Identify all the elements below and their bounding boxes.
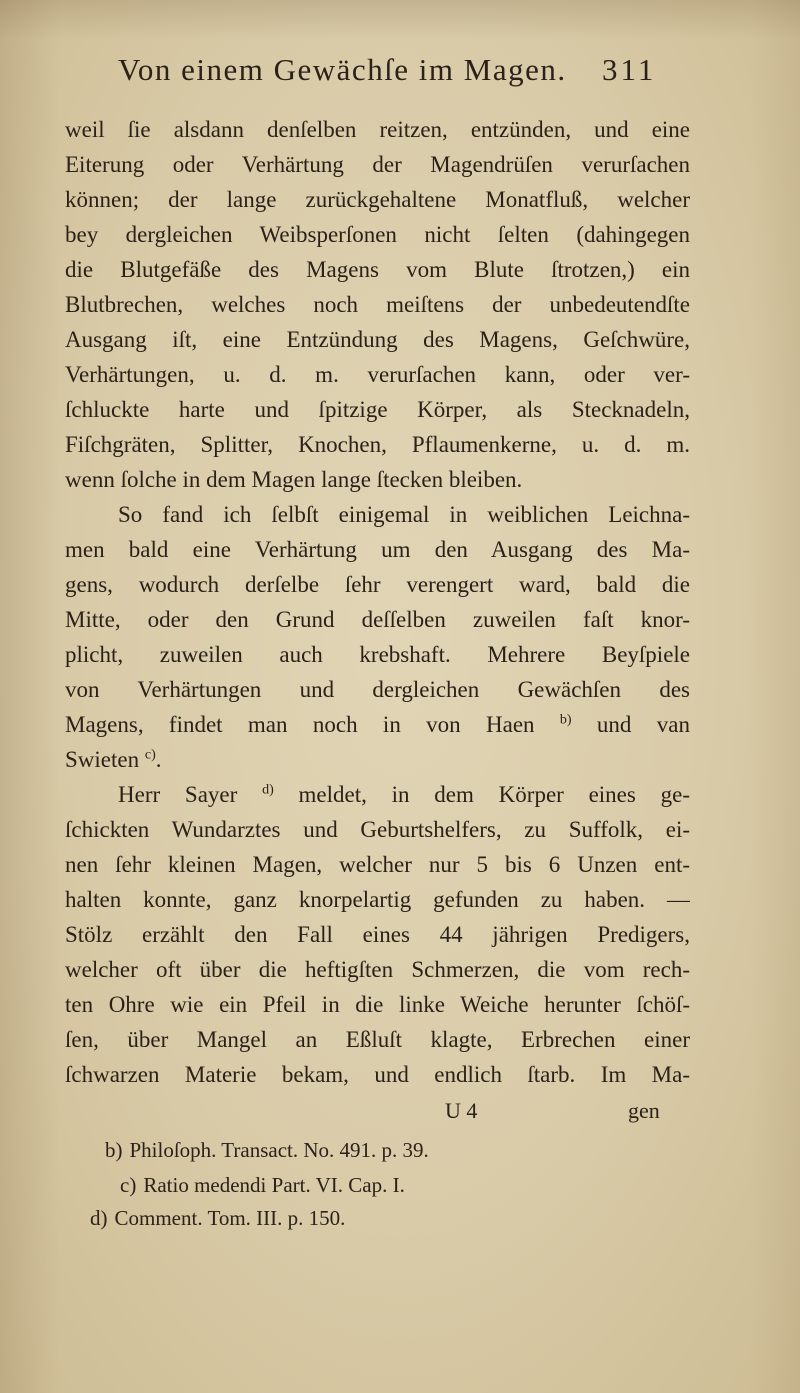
- text-line: Eiterung oder Verhärtung der Magendrüſen verurſachen: [65, 152, 690, 177]
- text-line: Verhärtungen, u. d. m. verurſachen kann, oder ver-: [65, 362, 690, 387]
- line-text: meldet, in dem Körper eines ge-: [273, 782, 690, 807]
- line-text: Magens, findet man noch in von Haen: [65, 712, 560, 737]
- text-line: [65, 707, 690, 742]
- line-text: .: [155, 747, 162, 772]
- body-text: [65, 112, 690, 1092]
- text-line: von Verhärtungen und dergleichen Gewächſen des: [65, 677, 690, 702]
- footnote-marker: c): [120, 1173, 137, 1197]
- text-line: men bald eine Verhärtung um den Ausgang des Ma-: [65, 537, 690, 562]
- text-line: ſchickten Wundarztes und Geburtshelfers, zu Suffolk, ei-: [65, 817, 690, 842]
- text-line: So fand ich ſelbſt einigemal in weiblichen Leichna-: [118, 502, 690, 527]
- text-line: weil ſie alsdann denſelben reitzen, entzünden, und eine: [65, 117, 690, 142]
- text-line: Stölz erzählt den Fall eines 44 jährigen Predigers,: [65, 922, 690, 947]
- text-line: können; der lange zurückgehaltene Monatfluß, welcher: [65, 187, 690, 212]
- footnote-text: Philoſoph. Transact. No. 491. p. 39.: [129, 1138, 429, 1162]
- text-line: ſchluckte harte und ſpitzige Körper, als Stecknadeln,: [65, 397, 690, 422]
- signature-mark: U 4: [445, 1098, 478, 1123]
- footnote: [90, 1201, 345, 1235]
- page-number: 311: [602, 52, 657, 87]
- text-line: halten konnte, ganz knorpelartig gefunden zu haben. —: [65, 887, 690, 912]
- footnote: [120, 1168, 405, 1202]
- text-line: ſchwarzen Materie bekam, und endlich ſtarb. Im Ma-: [65, 1062, 690, 1087]
- footnote-text: Comment. Tom. III. p. 150.: [114, 1206, 346, 1230]
- footnote-reference: b): [559, 712, 572, 728]
- footnote-reference: c): [144, 747, 156, 763]
- text-line: bey dergleichen Weibsperſonen nicht ſelten (dahingegen: [65, 222, 690, 247]
- text-line: ſen, über Mangel an Eßluſt klagte, Erbrechen einer: [65, 1027, 690, 1052]
- text-line: gens, wodurch derſelbe ſehr verengert ward, bald die: [65, 572, 690, 597]
- footnote-text: Ratio medendi Part. VI. Cap. I.: [143, 1173, 405, 1197]
- text-line: [65, 777, 690, 812]
- text-line: nen ſehr kleinen Magen, welcher nur 5 bis 6 Unzen ent-: [65, 852, 690, 877]
- catchword: gen: [628, 1098, 660, 1123]
- text-line: [65, 742, 690, 777]
- footnote-marker: d): [90, 1206, 108, 1230]
- text-line: plicht, zuweilen auch krebshaft. Mehrere Beyſpiele: [65, 642, 690, 667]
- text-line: Mitte, oder den Grund deſſelben zuweilen faſt knor-: [65, 607, 690, 632]
- running-title: Von einem Gewächſe im Magen.: [118, 52, 567, 87]
- text-line: die Blutgefäße des Magens vom Blute ſtrotzen,) ein: [65, 257, 690, 282]
- footnote-marker: b): [105, 1138, 123, 1162]
- line-text: Herr Sayer: [118, 782, 263, 807]
- text-line: welcher oft über die heftigſten Schmerzen, die vom rech-: [65, 957, 690, 982]
- text-line: ten Ohre wie ein Pfeil in die linke Weiche herunter ſchöſ-: [65, 992, 690, 1017]
- text-line: Blutbrechen, welches noch meiſtens der unbedeutendſte: [65, 292, 690, 317]
- text-line: Ausgang iſt, eine Entzündung des Magens, Geſchwüre,: [65, 327, 690, 352]
- text-line: Fiſchgräten, Splitter, Knochen, Pflaumenkerne, u. d. m.: [65, 432, 690, 457]
- footnote-reference: d): [262, 782, 274, 798]
- text-line: wenn ſolche in dem Magen lange ſtecken bleiben.: [65, 467, 523, 492]
- line-text: Swieten: [65, 747, 145, 772]
- footnote: [105, 1133, 429, 1167]
- line-text: und van: [571, 712, 690, 737]
